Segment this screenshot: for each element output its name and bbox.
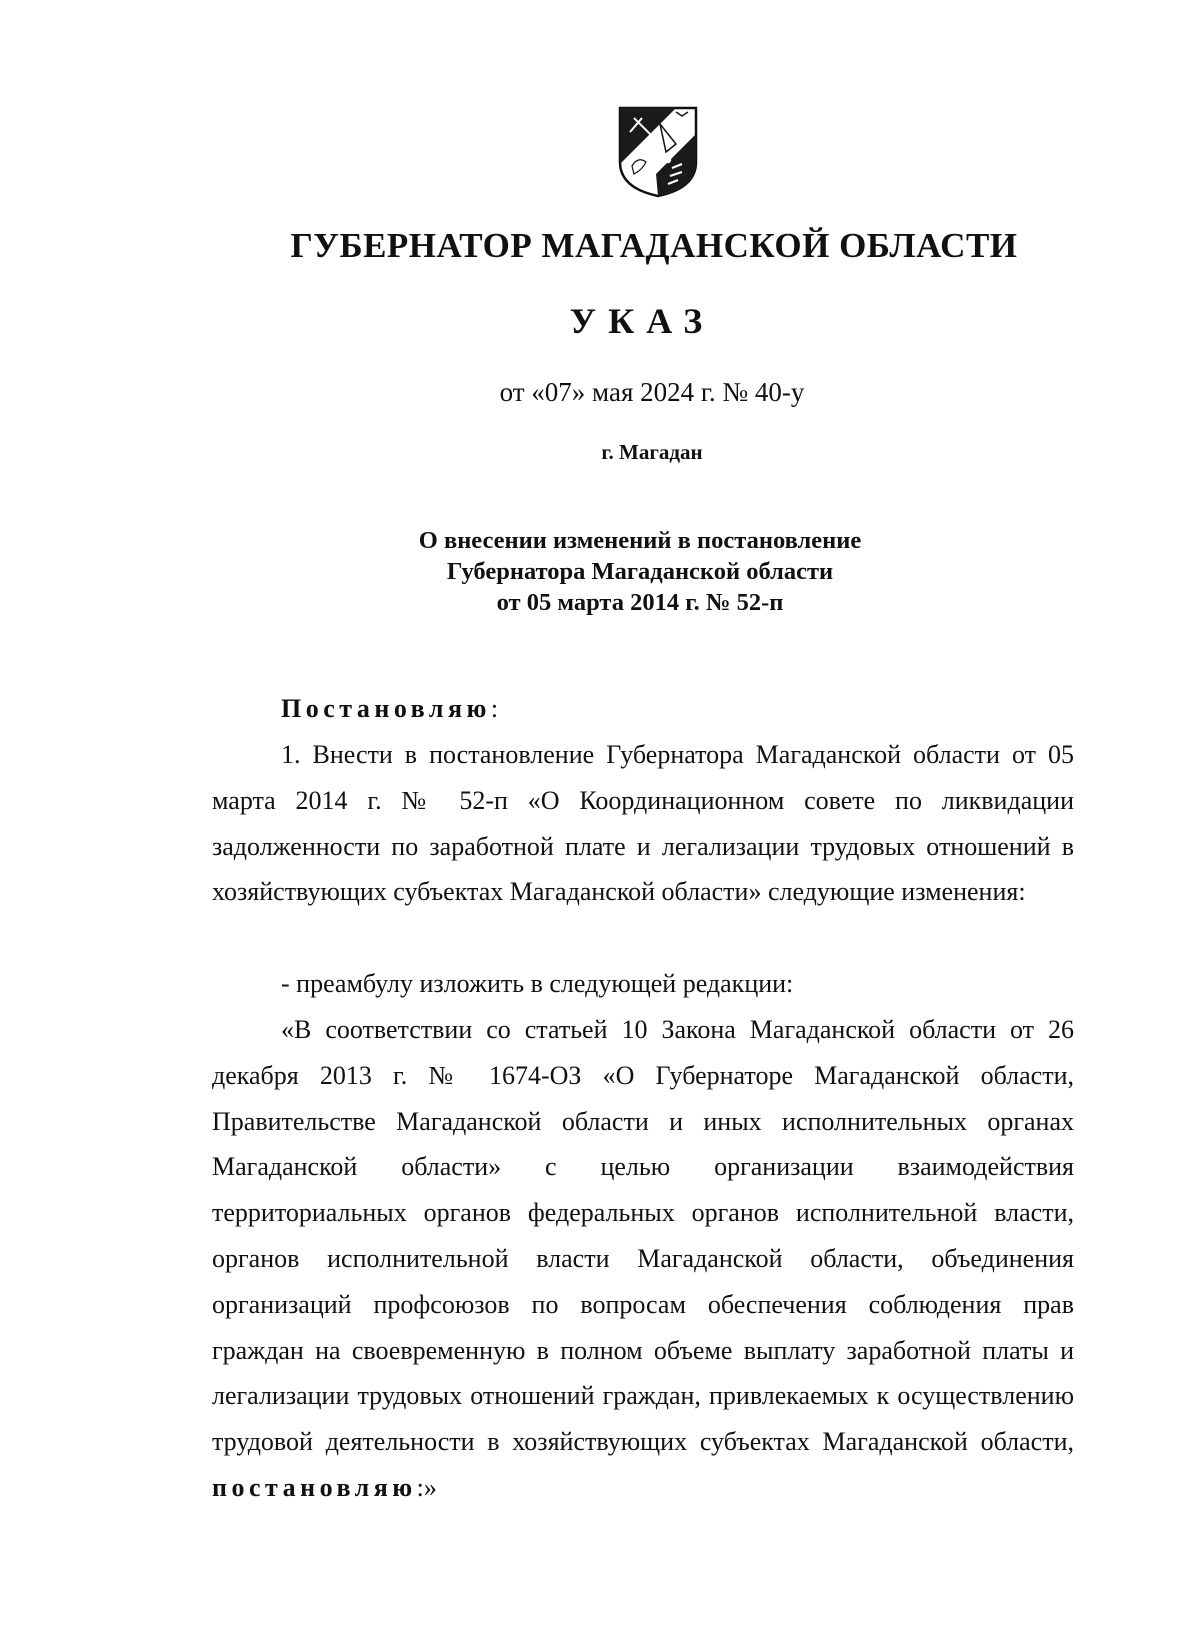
subject-line-1: О внесении изменений в постановление: [418, 527, 862, 554]
paragraph-3-end: :»: [416, 1472, 437, 1502]
paragraph-3-decree-word: постановляю: [212, 1472, 417, 1502]
decree-heading: [212, 686, 1074, 732]
issue-city: г. Магадан: [601, 440, 703, 464]
document-date-number: от «07» мая 2024 г. № 40-у: [499, 377, 805, 407]
subject-line-2: Губернатора Магаданской области: [446, 558, 834, 585]
paragraph-3: [212, 1007, 1074, 1511]
document-subject: [40, 525, 1200, 618]
decree-colon: :: [490, 694, 499, 723]
paragraph-3-text: «В соответствии со статьей 10 Закона Магаданской области от 26 декабря 2013 г. № 1674-ОЗ «О Губернаторе Магаданской области, Правительстве Магаданской области и иных исполнительных органах Магаданской области» с целью организации взаимодействия территориальных органов федеральных органов исполнительной власти, органов исполнительной власти Магаданской области, объединения организаций профсоюзов по вопросам обеспечения соблюдения прав граждан на своевременную в полном объеме выплату заработной платы и легализации трудовых отношений граждан, привлекаемых к осуществлению трудовой деятельности в хозяйствующих субъектах Магаданской области,: [212, 1015, 1074, 1457]
subject-line-3: от 05 марта 2014 г. № 52-п: [496, 589, 784, 616]
document-type-title: УКАЗ: [569, 301, 715, 341]
issuing-authority: ГУБЕРНАТОР МАГАДАНСКОЙ ОБЛАСТИ: [290, 226, 1018, 265]
coat-of-arms-emblem: [616, 104, 700, 198]
paragraph-2: - преамбулу изложить в следующей редакции:: [281, 969, 794, 998]
paragraph-1: 1. Внести в постановление Губернатора Магаданской области от 05 марта 2014 г. № 52-п «О Координационном совете по ликвидации задолженности по заработной плате и легализации трудовых отношений в хозяйствующих субъектах Магаданской области» следующие изменения:: [212, 740, 1074, 907]
decree-word: Постановляю: [281, 694, 491, 723]
